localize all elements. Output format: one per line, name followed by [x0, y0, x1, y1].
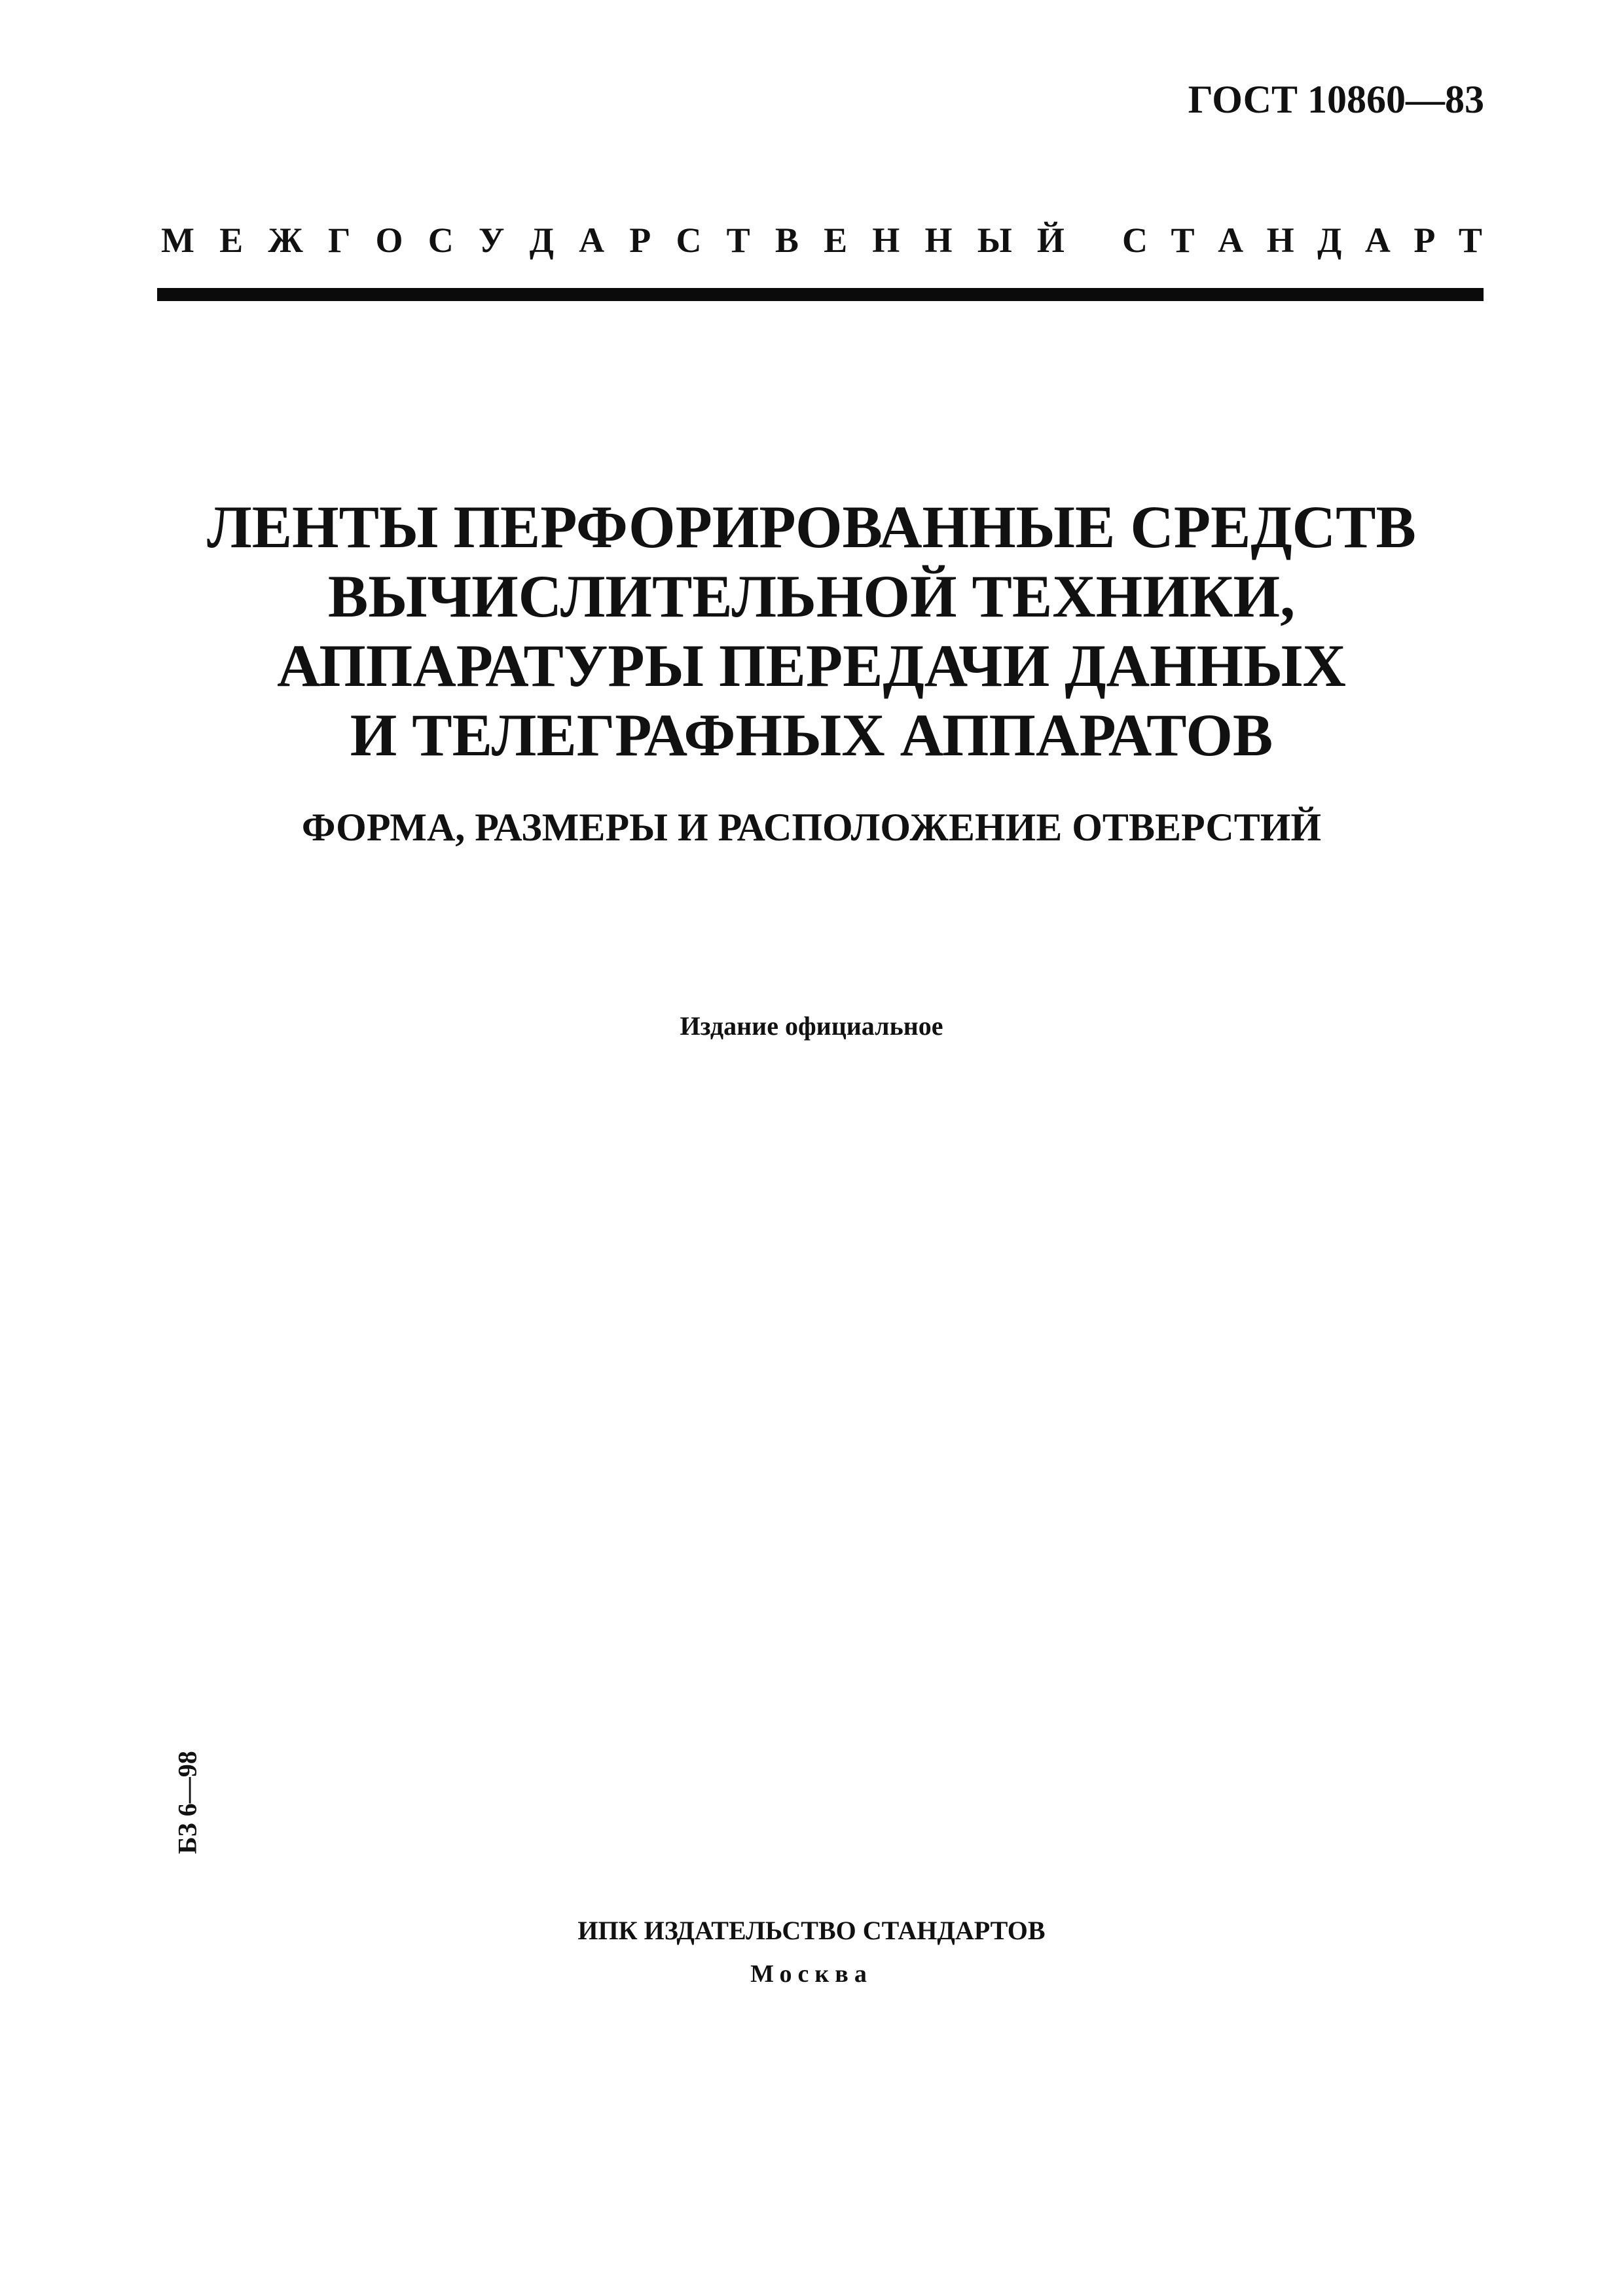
- spaced-letter: А: [579, 221, 605, 260]
- spaced-letter: Е: [824, 221, 848, 260]
- spaced-letter: Т: [726, 221, 750, 260]
- spaced-letter: Д: [1317, 221, 1342, 260]
- spaced-letter: Г: [327, 221, 351, 260]
- spaced-letter: С: [428, 221, 454, 260]
- spaced-letter: Ж: [268, 221, 303, 260]
- spaced-letter: С: [676, 221, 702, 260]
- publisher-name: ИПК ИЗДАТЕЛЬСТВО СТАНДАРТОВ: [577, 1916, 1046, 1945]
- spaced-letter: Р: [629, 221, 651, 260]
- spaced-letter: А: [1364, 221, 1391, 260]
- gost-number: ГОСТ 10860—83: [1188, 78, 1484, 121]
- side-code: БЗ 6—98: [172, 1751, 202, 1854]
- spaced-letter: Е: [219, 221, 244, 260]
- header-rule: [157, 288, 1484, 301]
- spaced-letter: У: [478, 221, 505, 260]
- category-word-interstate: [161, 220, 1065, 260]
- publisher-city: Москва: [750, 1960, 873, 1988]
- spaced-letter: А: [1218, 221, 1244, 260]
- edition-label: Издание официальное: [680, 1011, 943, 1041]
- spaced-letter: Н: [1266, 221, 1294, 260]
- spaced-letter: С: [1122, 221, 1148, 260]
- title-line: И ТЕЛЕГРАФНЫХ АППАРАТОВ: [350, 702, 1273, 768]
- spaced-letter: Д: [529, 221, 554, 260]
- spaced-letter: Ы: [977, 221, 1012, 260]
- spaced-letter: Р: [1413, 221, 1436, 260]
- title-line: АППАРАТУРЫ ПЕРЕДАЧИ ДАННЫХ: [277, 632, 1346, 699]
- spaced-letter: В: [775, 221, 799, 260]
- spaced-letter: Т: [1171, 221, 1195, 260]
- document-subtitle: ФОРМА, РАЗМЕРЫ И РАСПОЛОЖЕНИЕ ОТВЕРСТИЙ: [301, 806, 1322, 849]
- spaced-letter: Н: [872, 221, 900, 260]
- spaced-letter: М: [161, 221, 194, 260]
- standard-category: [161, 220, 1482, 260]
- spaced-letter: Н: [924, 221, 953, 260]
- spaced-letter: Й: [1036, 221, 1065, 260]
- title-line: ЛЕНТЫ ПЕРФОРИРОВАННЫЕ СРЕДСТВ: [207, 493, 1416, 560]
- spaced-letter: О: [375, 221, 403, 260]
- spaced-letter: Т: [1458, 221, 1482, 260]
- document-title: [0, 492, 1623, 770]
- title-line: ВЫЧИСЛИТЕЛЬНОЙ ТЕХНИКИ,: [327, 563, 1296, 630]
- category-word-standard: [1122, 220, 1482, 260]
